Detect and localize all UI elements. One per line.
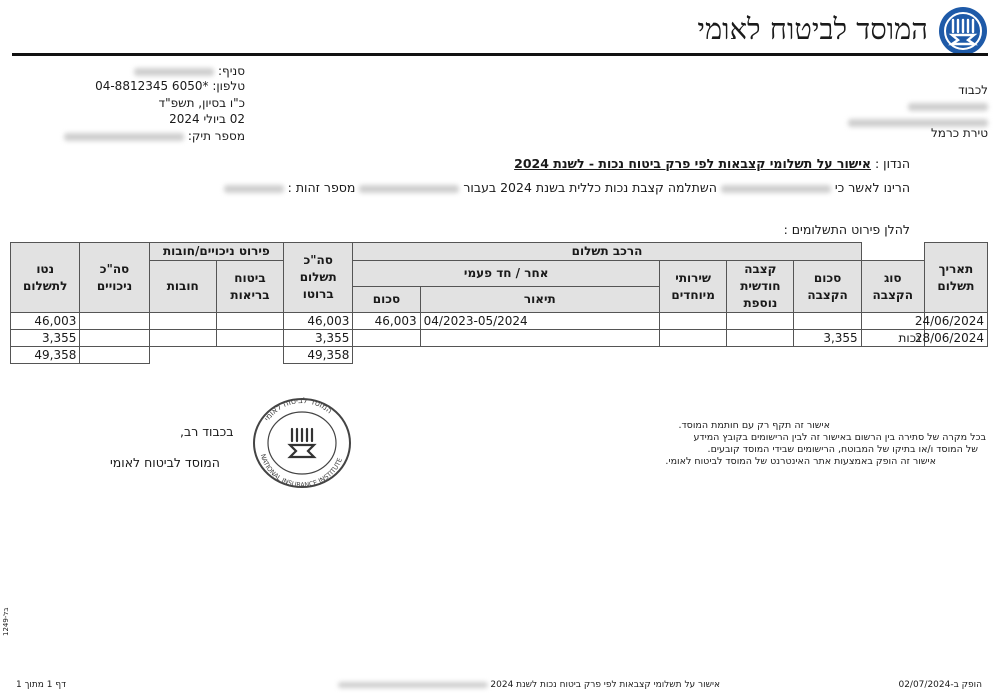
cell-net-payment: 3,355	[11, 330, 80, 347]
file-number-label: מספר תיק:	[187, 129, 245, 143]
note-line-2: בכל מקרה של סתירה בין הרשום באישור זה לבין הרישומים בקובץ המידע	[693, 432, 986, 443]
cell-total-gross: 3,355	[284, 330, 353, 347]
branch-redacted	[134, 68, 214, 76]
body-part2: השתלמה קצבת נכות כללית בשנת 2024 בעבור	[463, 180, 717, 195]
cell-benefit-amount	[794, 313, 861, 330]
total-gross: 49,358	[284, 347, 353, 364]
letter-body	[224, 180, 910, 195]
total-deductions	[80, 347, 149, 364]
note-line-3: של המוסד ו/או בתיקו של המבוטח, הרישומים שבידי המוסד קובעים.	[707, 444, 978, 455]
phone-value: 04-8812345 6050*	[95, 79, 209, 93]
phone-label: טלפון:	[212, 79, 245, 93]
th-payment-composition: הרכב תשלום	[353, 243, 861, 261]
gregorian-date: 02 ביולי 2024	[169, 112, 245, 126]
recipient-city: טירת כרמל	[930, 126, 988, 140]
hebrew-date: כ"ו בסיון, תשפ"ד	[158, 96, 245, 110]
phone-line	[95, 79, 245, 94]
closing-org-name: המוסד לביטוח לאומי	[110, 455, 220, 470]
footer-page-info: דף 1 מתוך 1	[16, 680, 67, 690]
total-net: 49,358	[11, 347, 80, 364]
note-line-4: אישור זה הופק באמצעות אתר האינטרנט של המוסד לביטוח לאומי.	[665, 456, 936, 467]
org-title: המוסד לביטוח לאומי	[697, 12, 928, 46]
cell-debts	[149, 313, 216, 330]
cell-health-insurance	[216, 330, 283, 347]
form-code: בל-1249	[2, 607, 10, 636]
cell-amount: 46,003	[353, 313, 420, 330]
th-payment-date: תאריך תשלום	[924, 243, 987, 313]
subject-text: אישור על תשלומי קצבאות לפי פרק ביטוח נכות - לשנת 2024	[514, 156, 872, 171]
official-stamp	[250, 395, 354, 491]
footer-doc-title-line	[338, 680, 720, 690]
cell-health-insurance	[216, 313, 283, 330]
branch-line	[134, 64, 245, 79]
th-special-services: שירותי מיוחדים	[660, 261, 727, 313]
cell-debts	[149, 330, 216, 347]
name-redacted	[721, 185, 831, 193]
beneficiary-redacted	[359, 185, 459, 193]
id-redacted	[224, 185, 284, 193]
footer-doc-title: אישור על תשלומי קצבאות לפי פרק ביטוח נכות לשנת 2024	[490, 680, 720, 690]
file-number-line	[64, 129, 245, 144]
cell-special-services	[660, 330, 727, 347]
body-part3: מספר זהות :	[287, 180, 356, 195]
subject-label: הנדון :	[875, 156, 910, 171]
body-part1: הרינו לאשר כי	[834, 180, 910, 195]
nii-logo	[938, 6, 988, 56]
cell-benefit-amount: 3,355	[794, 330, 861, 347]
file-number-redacted	[64, 133, 184, 141]
footer-produced-on: הופק ב-02/07/2024	[898, 680, 982, 690]
footer-redacted	[338, 682, 488, 688]
cell-payment-date: 28/06/2024	[924, 330, 987, 347]
details-intro: להלן פירוט התשלומים :	[783, 222, 910, 237]
svg-text:NATIONAL INSURANCE INSTITUTE: NATIONAL INSURANCE INSTITUTE	[258, 453, 344, 490]
closing-regards: בכבוד רב,	[180, 424, 234, 439]
recipient-name-redacted	[908, 99, 988, 113]
th-benefit-amount: סכום הקצבה	[794, 261, 861, 313]
table-row	[11, 313, 988, 330]
th-total-deductions: סה"כ ניכויים	[80, 243, 149, 313]
branch-label: סניף:	[218, 64, 245, 78]
cell-description: 04/2023-05/2024	[420, 313, 659, 330]
payments-table	[10, 242, 988, 364]
cell-total-gross: 46,003	[284, 313, 353, 330]
th-amount: סכום	[353, 287, 420, 313]
th-debts: חובות	[149, 261, 216, 313]
th-description: תיאור	[420, 287, 659, 313]
th-deductions-group: פירוט ניכויים/חובות	[149, 243, 283, 261]
header-divider	[12, 53, 988, 56]
cell-total-deductions	[80, 330, 149, 347]
table-row	[11, 330, 988, 347]
cell-monthly-extra	[727, 313, 794, 330]
note-line-1: אישור זה תקף רק עם חותמת המוסד.	[678, 420, 830, 431]
th-health-insurance: ביטוח בריאות	[216, 261, 283, 313]
cell-monthly-extra	[727, 330, 794, 347]
th-benefit-type: סוג הקצבה	[861, 261, 924, 313]
totals-row	[11, 347, 988, 364]
svg-text:המוסד לביטוח לאומי: המוסד לביטוח לאומי	[262, 395, 335, 423]
letter-subject	[514, 156, 910, 171]
cell-net-payment: 46,003	[11, 313, 80, 330]
cell-payment-date: 24/06/2024	[924, 313, 987, 330]
th-total-gross: סה"כ תשלום ברוטו	[284, 243, 353, 313]
cell-benefit-type: נכות	[861, 330, 924, 347]
cell-special-services	[660, 313, 727, 330]
cell-total-deductions	[80, 313, 149, 330]
th-net-payment: נטו לתשלום	[11, 243, 80, 313]
recipient-salutation: לכבוד	[958, 83, 988, 97]
cell-amount	[353, 330, 420, 347]
th-monthly-extra: קצבה חודשית נוספת	[727, 261, 794, 313]
th-other-onetime: אחר / חד פעמי	[353, 261, 660, 287]
cell-description	[420, 330, 659, 347]
